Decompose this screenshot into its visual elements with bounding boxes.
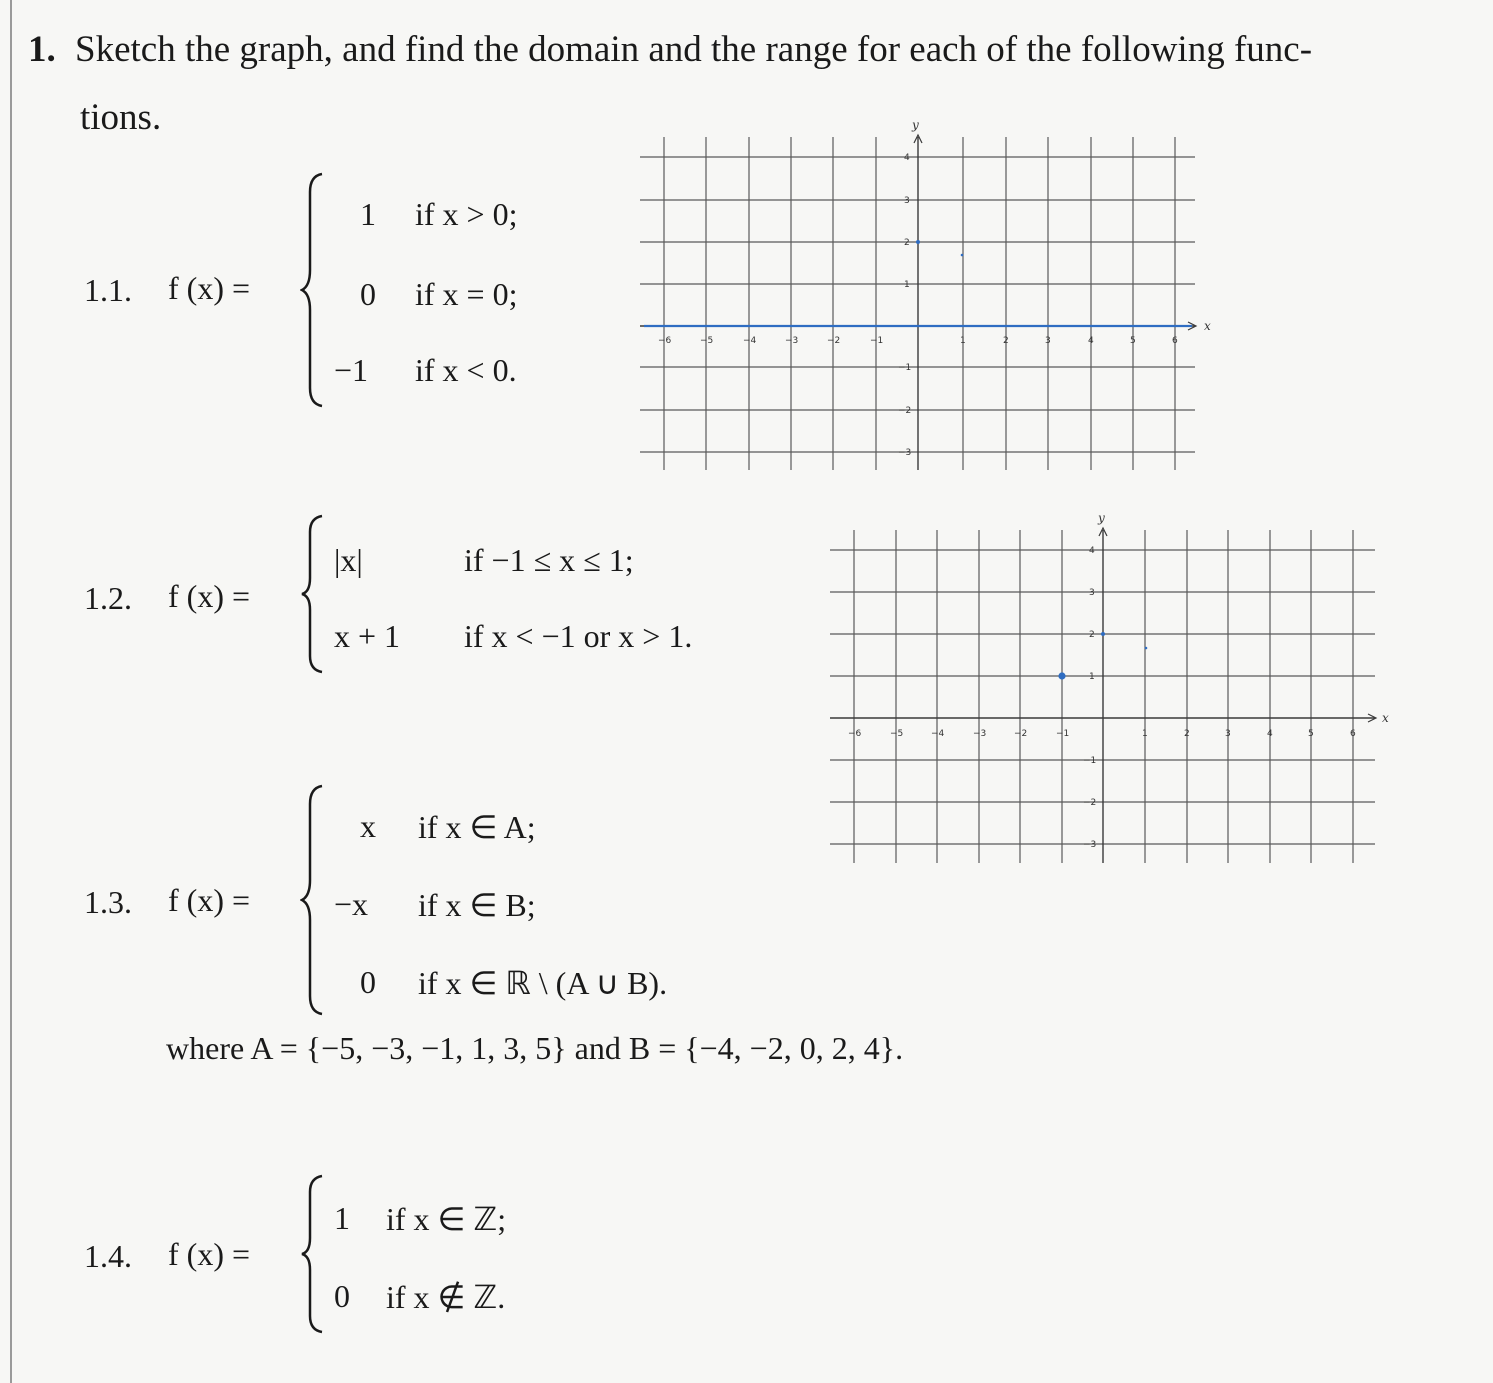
part-1-2-case-2-value: x + 1	[334, 618, 401, 654]
part-1-3-case-2-condition: if x ∈ B;	[418, 887, 536, 923]
graph-1-pen-dot	[916, 240, 920, 244]
graph-1-x-tick-label: −2	[827, 336, 841, 346]
part-1-4-brace	[300, 1172, 328, 1336]
part-1-1-case-2-value: 0	[360, 276, 376, 312]
graph-1-x-tick-label: −1	[870, 336, 884, 346]
part-1-4-case-1-value: 1	[334, 1200, 350, 1236]
graph-1-x-tick-label: 4	[1088, 336, 1094, 346]
graph-2-x-tick-label: 1	[1142, 729, 1148, 739]
graph-2-x-tick-label: 6	[1350, 729, 1356, 739]
graph-1-pen-dot	[961, 254, 964, 257]
graph-2-x-tick-label: −3	[973, 729, 987, 739]
graph-2-x-tick-label: −2	[1014, 729, 1028, 739]
part-1-4-case-2-condition: if x ∉ ℤ.	[386, 1279, 506, 1315]
graph-2-y-tick-label: 4	[1089, 546, 1095, 556]
graph-1-y-tick-label: −3	[898, 448, 912, 458]
graph-2-x-tick-label: 5	[1308, 729, 1314, 739]
part-1-1-case-1-condition: if x > 0;	[415, 196, 518, 232]
part-1-1-lhs: f (x) =	[168, 270, 251, 306]
part-1-4-case-1-condition: if x ∈ ℤ;	[386, 1201, 507, 1237]
part-1-1-case-3-condition: if x < 0.	[415, 352, 517, 388]
graph-2-x-tick-label: −6	[848, 729, 862, 739]
graph-1-x-tick-label: 3	[1045, 336, 1051, 346]
graph-1-x-tick-label: −3	[785, 336, 799, 346]
graph-1-y-tick-label: −1	[898, 363, 912, 373]
part-1-3-case-3-condition: if x ∈ ℝ \ (A ∪ B).	[418, 965, 668, 1001]
part-1-2-brace	[300, 512, 328, 676]
graph-1-y-tick-label: 4	[904, 153, 910, 163]
graph-2-x-tick-label: 4	[1267, 729, 1273, 739]
graph-2	[830, 508, 1410, 877]
graph-1-canvas[interactable]	[640, 115, 1220, 485]
part-1-1-case-2-condition: if x = 0;	[415, 276, 518, 312]
part-1-3-brace	[300, 782, 328, 1018]
part-1-4-case-2-value: 0	[334, 1278, 350, 1314]
question-number: 1.	[28, 29, 56, 70]
part-1-1-case-3-value: −1	[334, 352, 369, 388]
graph-1-x-tick-label: −5	[700, 336, 714, 346]
part-1-2-case-2-condition: if x < −1 or x > 1.	[464, 618, 693, 654]
graph-2-x-tick-label: −4	[931, 729, 945, 739]
graph-2-y-tick-label: −1	[1083, 756, 1097, 766]
part-1-3-case-2-value: −x	[334, 886, 369, 922]
graph-2-y-tick-label: −3	[1083, 840, 1097, 850]
graph-1-y-tick-label: 1	[904, 280, 910, 290]
part-1-4-label: 1.4.	[84, 1238, 132, 1274]
graph-2-x-axis-name: x	[1382, 711, 1389, 725]
graph-1-y-tick-label: 3	[904, 196, 910, 206]
graph-1-x-tick-label: 1	[960, 336, 966, 346]
part-1-3-where-clause: where A = {−5, −3, −1, 1, 3, 5} and B = {−4, −2, 0, 2, 4}.	[166, 1030, 904, 1066]
graph-1-x-tick-label: 2	[1003, 336, 1009, 346]
graph-1-x-tick-label: 5	[1130, 336, 1136, 346]
part-1-2-case-1-condition: if −1 ≤ x ≤ 1;	[464, 542, 634, 578]
left-margin-line	[10, 0, 12, 1383]
graph-1-y-tick-label: 2	[904, 238, 910, 248]
graph-2-pen-dot	[1058, 672, 1065, 679]
graph-2-pen-dot	[1145, 647, 1148, 650]
graph-1-x-tick-label: −6	[658, 336, 672, 346]
graph-1-x-axis-name: x	[1204, 319, 1211, 333]
graph-2-canvas[interactable]	[830, 508, 1410, 873]
graph-2-y-tick-label: −2	[1083, 798, 1097, 808]
part-1-3-lhs: f (x) =	[168, 882, 251, 918]
part-1-1-brace	[300, 170, 328, 410]
graph-2-y-tick-label: 1	[1089, 672, 1095, 682]
part-1-2-lhs: f (x) =	[168, 578, 251, 614]
part-1-3-case-3-value: 0	[360, 964, 376, 1000]
question-text-line-1: Sketch the graph, and find the domain and the range for each of the following func-	[75, 29, 1313, 70]
question-text-line-2: tions.	[80, 97, 162, 138]
graph-2-x-tick-label: −5	[890, 729, 904, 739]
graph-2-y-tick-label: 3	[1089, 588, 1095, 598]
part-1-3-case-1-value: x	[360, 808, 376, 844]
part-1-3-case-1-condition: if x ∈ A;	[418, 809, 536, 845]
graph-1-y-axis-name: y	[912, 118, 919, 132]
graph-1-x-tick-label: −4	[743, 336, 757, 346]
graph-1	[640, 115, 1220, 489]
graph-2-y-tick-label: 2	[1089, 630, 1095, 640]
graph-2-y-axis-name: y	[1098, 511, 1105, 525]
graph-1-x-tick-label: 6	[1172, 336, 1178, 346]
part-1-2-case-1-value: |x|	[334, 542, 363, 578]
part-1-3-label: 1.3.	[84, 884, 132, 920]
part-1-2-label: 1.2.	[84, 580, 132, 616]
part-1-4-lhs: f (x) =	[168, 1236, 251, 1272]
graph-1-y-tick-label: −2	[898, 406, 912, 416]
graph-2-x-tick-label: −1	[1056, 729, 1070, 739]
graph-2-x-tick-label: 3	[1225, 729, 1231, 739]
question-line-1	[28, 28, 1312, 71]
part-1-1-case-1-value: 1	[360, 196, 376, 232]
graph-2-pen-dot	[1101, 632, 1105, 636]
part-1-1-label: 1.1.	[84, 272, 132, 308]
graph-2-x-tick-label: 2	[1184, 729, 1190, 739]
